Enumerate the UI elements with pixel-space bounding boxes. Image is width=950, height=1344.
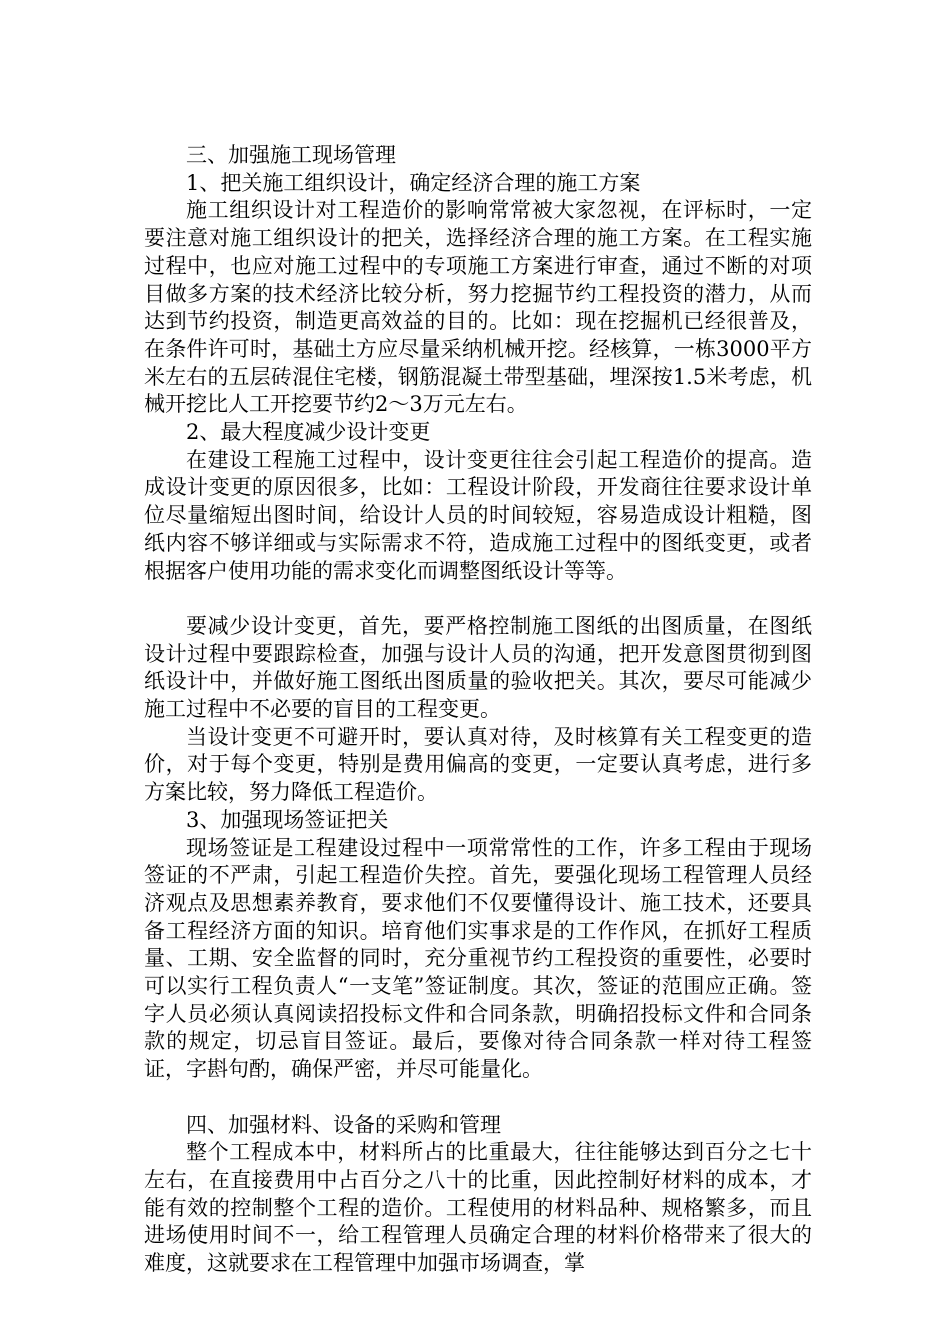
section-3-heading: 三、加强施工现场管理 [186,143,396,167]
section-3-item-2-title: 2、最大程度减少设计变更 [186,420,431,445]
section-4-paragraph: 整个工程成本中，材料所占的比重最大，往往能够达到百分之七十左右，在直接费用中占百分之八十的比重，因此控制好材料的成本，才能有效的控制整个工程的造价。工程使用的材料品种、规格繁多，而且进场使用时间不一，给工程管理人员确定合理的材料价格带来了很大的难度，这就要求在工程管理中加强市场调查，掌 [144,1140,812,1276]
paragraph-spacer [144,585,812,613]
section-4-heading: 四、加强材料、设备的采购和管理 [186,1112,501,1137]
section-3-item-2-paragraph-1: 在建设工程施工过程中，设计变更往往会引起工程造价的提高。造成设计变更的原因很多，比如：工程设计阶段，开发商往往要求设计单位尽量缩短出图时间，给设计人员的时间较短，容易造成设计粗糙，图纸内容不够详细或与实际需求不符，造成施工过程中的图纸变更，或者根据客户使用功能的需求变化而调整图纸设计等等。 [144,447,812,583]
section-3-item-3-paragraph: 现场签证是工程建设过程中一项常常性的工作，许多工程由于现场签证的不严肃，引起工程造价失控。首先，要强化现场工程管理人员经济观点及思想素养教育，要求他们不仅要懂得设计、施工技术，还要具备工程经济方面的知识。培育他们实事求是的工作作风，在抓好工程质量、工期、安全监督的同时，充分重视节约工程投资的重要性，必要时可以实行工程负责人“一支笔”签证制度。其次，签证的范围应正确。签字人员必须认真阅读招投标文件和合同条款，明确招投标文件和合同条款的规定，切忌盲目签证。最后，要像对待合同条款一样对待工程签证，字斟句酌，确保严密，并尽可能量化。 [144,835,812,1082]
document-body [144,142,812,1278]
section-3-item-1-paragraph: 施工组织设计对工程造价的影响常常被大家忽视，在评标时，一定要注意对施工组织设计的把关，选择经济合理的施工方案。在工程实施过程中，也应对施工过程中的专项施工方案进行审查，通过不断的对项目做多方案的技术经济比较分析，努力挖掘节约工程投资的潜力，从而达到节约投资，制造更高效益的目的。比如：现在挖掘机已经很普及，在条件许可时，基础土方应尽量采纳机械开挖。经核算，一栋3000平方米左右的五层砖混住宅楼，钢筋混凝土带型基础，埋深按1.5米考虑，机械开挖比人工开挖要节约2～3万元左右。 [144,198,812,417]
section-3-item-2-paragraph-2: 要减少设计变更，首先，要严格控制施工图纸的出图质量，在图纸设计过程中要跟踪检查，加强与设计人员的沟通，把开发意图贯彻到图纸设计中，并做好施工图纸出图质量的验收把关。其次，要尽可能减少施工过程中不必要的盲目的工程变更。 [144,613,812,722]
section-3-item-2-paragraph-3: 当设计变更不可避开时，要认真对待，及时核算有关工程变更的造价，对于每个变更，特别是费用偏高的变更，一定要认真考虑，进行多方案比较，努力降低工程造价。 [144,724,812,805]
paragraph-spacer [144,1084,812,1112]
section-3-item-1-title: 1、把关施工组织设计，确定经济合理的施工方案 [186,170,641,195]
section-3-item-3-title: 3、加强现场签证把关 [186,807,389,832]
